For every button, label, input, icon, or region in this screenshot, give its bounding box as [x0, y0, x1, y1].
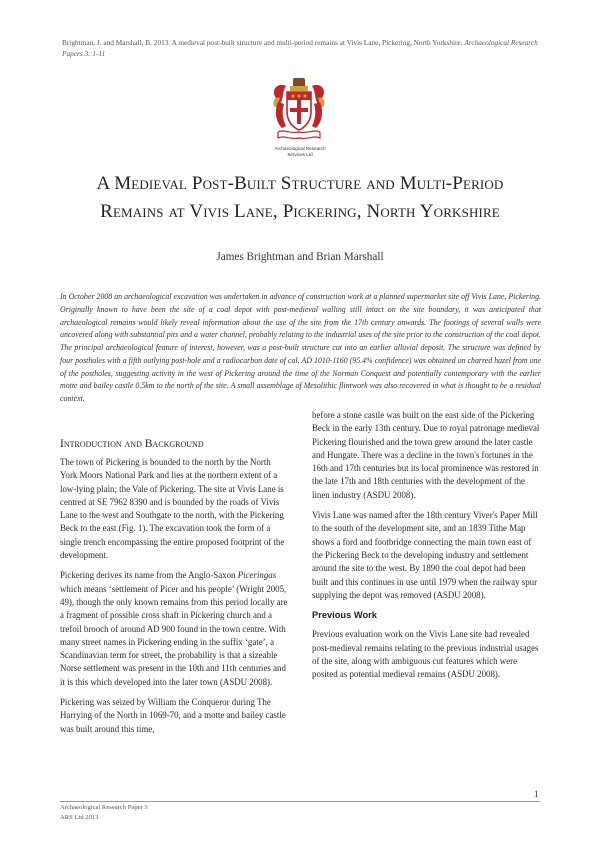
coat-of-arms-icon	[270, 76, 328, 142]
citation-text: Brightman, J. and Marshall, B. 2013. A medieval post-built structure and multi-period remains at Vivis Lane, Pickering, North Yorkshire.	[62, 38, 463, 47]
title-line1: A Medieval Post-Built Structure and Multi-Period	[96, 173, 504, 194]
section-heading-introduction: Introduction and Background	[60, 437, 204, 450]
footer-line2: ARS Ltd 2013	[60, 813, 99, 821]
paragraph: Pickering was seized by William the Conqueror during The Harrying of the North in 1069-70, and a motte and bailey castle was built around this time,	[60, 697, 286, 734]
logo-caption-line1: Archaeological Research	[274, 146, 326, 151]
paragraph: Previous evaluation work on the Vivis Lane site had revealed post-medieval remains relating to the previous industrial usages of the site, along with ambiguous cut features which were posited as potential medieval remains (ASDU 2008).	[312, 629, 539, 680]
citation-header	[62, 37, 550, 59]
page-number: 1	[534, 789, 539, 799]
paragraph: before a stone castle was built on the east side of the Pickering Beck in the early 13th century. Due to royal patronage medieval Pickering flourished and the town grew around the later castle and Hungate. There was a decline in the town's fortunes in the 16th and 17th centuries but its local prominence was restored in the late 17th and 18th centuries with the development of the linen industry (ASDU 2008).	[312, 410, 540, 500]
paragraph: Vivis Lane was named after the 18th century Viver's Paper Mill to the south of the development site, and an 1839 Tithe Map shows a ford and footbridge connecting the main town east of the Pickering Beck to the developing industry and settlement around the site to the west. By 1890 the coal depot had been built and this continues in use until 1979 when the railway spur supplying the depot was removed (ASDU 2008).	[312, 510, 538, 600]
paragraph: The town of Pickering is bounded to the north by the North York Moors National Park and lies at the northern extent of a low-lying plain; the Vale of Pickering. The site at Vivis Lane is centred at SE 7962 8390 and is bounded by the roads of Vivis Lane to the west and Southgate to the north, with the Pickering Beck to the east (Fig. 1). The excavation took the form of a single trench encompassing the entire proposed footprint of the development.	[60, 457, 285, 561]
abstract: In October 2008 an archaeological excavation was undertaken in advance of construction work at a planned supermarket site off Vivis Lane, Pickering. Originally known to have been the site of a coal depot with post-medieval walling still intact on the site boundary, it was anticipated that archaeological remains would likely reveal information about the use of the site from the 17th century onwards. The footings of several walls were uncovered along with substantial pits and a water channel, probably relating to the industrial uses of the site prior to the construction of the coal depot. The principal archaeological feature of interest, however, was a post-built structure cut into an earlier alluvial deposit. The structure was defined by four postholes with a fifth outlying post-hole and a radiocarbon date of cal. AD 1010-1160 (95.4% confidence) was obtained on charred hazel from one of the postholes, suggesting activity in the west of Pickering around the time of the Norman Conquest and potentially contemporary with the earlier motte and bailey castle 0.5km to the north of the site. A small assemblage of Mesolithic flintwork was also recovered in what is thought to be a residual context.	[60, 292, 541, 403]
italic-term: Piceringas	[237, 570, 277, 581]
left-column	[60, 437, 288, 743]
footer-divider	[60, 801, 540, 802]
right-column	[312, 409, 540, 689]
section-heading-previous-work: Previous Work	[312, 610, 377, 621]
logo-caption	[252, 146, 348, 158]
authors: James Brightman and Brian Marshall	[216, 251, 384, 263]
journal-reference: Archaeological Research Papers 3: 1-11	[62, 38, 538, 58]
footer-line1: Archaeological Research Paper 3	[60, 804, 148, 811]
ars-logo	[270, 76, 328, 142]
logo-caption-line2: Services Ltd	[287, 152, 313, 157]
paragraph-text: Pickering derives its name from the Anglo-Saxon	[60, 570, 238, 581]
paragraph-text: which means ‘settlement of Picer and his people’ (Wright 2005, 49), though the only known remains from this period locally are a fragment of possible cross shaft in Pickering church and a trefoil brooch of around AD 900 found in the town centre. With many street names in Pickering ending in the suffix ‘gate’, a Scandinavian term for street, the probability is that a sizeable Norse settlement was present in the 10th and 11th centuries and it is this which developed into the later town (ASDU 2008).	[60, 583, 288, 687]
paragraph	[60, 569, 288, 689]
footer	[60, 803, 148, 822]
article-title	[40, 170, 560, 226]
title-line2: Remains at Vivis Lane, Pickering, North Yorkshire	[100, 201, 500, 222]
